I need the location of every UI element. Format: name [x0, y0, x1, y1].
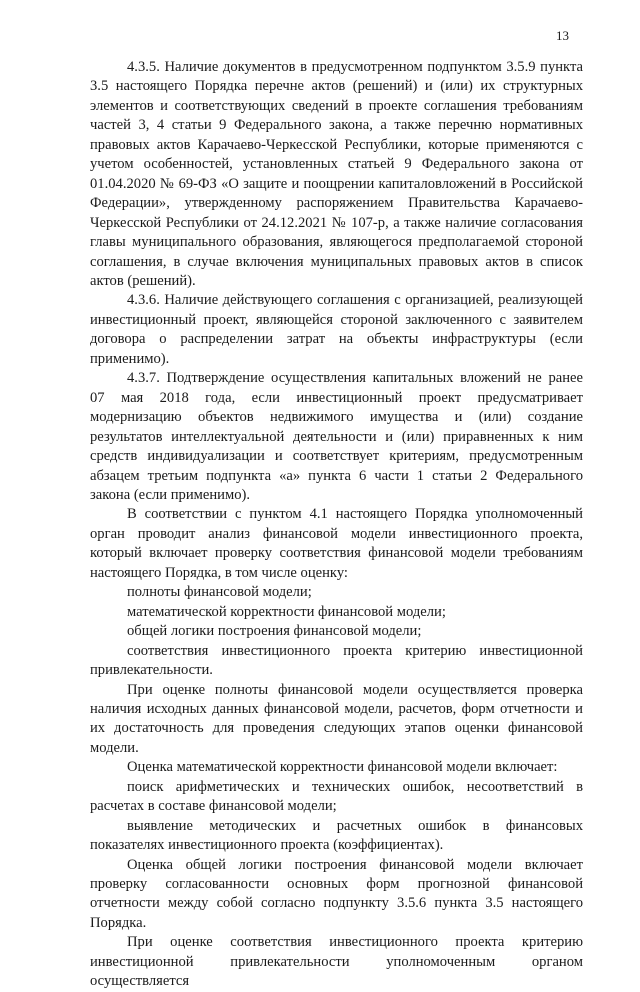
list-item-arithmetic-errors: поиск арифметических и технических ошибок, несоответствий в расчетах в составе финансовой модели; — [90, 778, 583, 815]
paragraph-math-correctness: Оценка математической корректности финансовой модели включает: — [127, 759, 558, 776]
document-body — [90, 58, 583, 992]
paragraph-general-logic: Оценка общей логики построения финансовой модели включает проверку согласованности основных форм прогнозной финансовой отчетности между собой согласно подпункту 3.5.6 пункта 3.5 настоящего Порядка. — [90, 856, 583, 931]
paragraph-4-3-7: 4.3.7. Подтверждение осуществления капитальных вложений не ранее 07 мая 2018 года, если инвестиционный проект предусматривает модернизацию объектов недвижимого имущества и (или) создание результатов интеллектуальной деятельности и (или) приравненных к ним средств индивидуализации и соответствует критериям, предусмотренным абзацем третьим подпункта «а» пункта 6 части 1 статьи 2 Федерального закона (если применимо). — [90, 370, 583, 503]
paragraph-4-3-5: 4.3.5. Наличие документов в предусмотренном подпунктом 3.5.9 пункта 3.5 настоящего Порядка перечне актов (решений) и (или) их структурных элементов и соответствующих сведений в проекте соглашения требованиям частей 3, 4 статьи 9 Федерального закона, а также перечню нормативных правовых актов Карачаево-Черкесской Республики, которые применяются с учетом особенностей, установленных статьей 9 Федерального закона от 01.04.2020 № 69-ФЗ «О защите и поощрении капиталовложений в Российской Федерации», утвержденному распоряжением Правительства Карачаево-Черкесской Республики от 24.12.2021 № 107-р, а также наличие согласования главы муниципального образования, являющегося предполагаемой стороной соглашения, в случае включения муниципальных правовых актов в список актов (решений). — [90, 59, 583, 289]
paragraph-financial-model-analysis: В соответствии с пунктом 4.1 настоящего Порядка уполномоченный орган проводит анализ финансовой модели инвестиционного проекта, который включает проверку соответствия финансовой модели требованиям настоящего Порядка, в том числе оценку: — [90, 506, 583, 581]
list-item-attractiveness: соответствия инвестиционного проекта критерию инвестиционной привлекательности. — [90, 642, 583, 679]
list-item-methodical-errors: выявление методических и расчетных ошибок в финансовых показателях инвестиционного проекта (коэффициентах). — [90, 817, 583, 854]
paragraph-attractiveness: При оценке соответствия инвестиционного проекта критерию инвестиционной привлекательности уполномоченным органом осуществляется — [90, 934, 583, 990]
list-item-general-logic: общей логики построения финансовой модели; — [127, 623, 422, 640]
list-item-completeness: полноты финансовой модели; — [127, 584, 312, 601]
page-number: 13 — [556, 28, 569, 43]
list-item-math-correctness: математической корректности финансовой модели; — [127, 603, 446, 620]
paragraph-4-3-6: 4.3.6. Наличие действующего соглашения с организацией, реализующей инвестиционный проект, являющейся стороной заключенного с заявителем договора о распределении затрат на объекты инфраструктуры (если применимо). — [90, 292, 583, 367]
paragraph-completeness-check: При оценке полноты финансовой модели осуществляется проверка наличия исходных данных финансовой модели, расчетов, форм отчетности и их достаточность для проведения следующих этапов оценки финансовой модели. — [90, 681, 583, 756]
